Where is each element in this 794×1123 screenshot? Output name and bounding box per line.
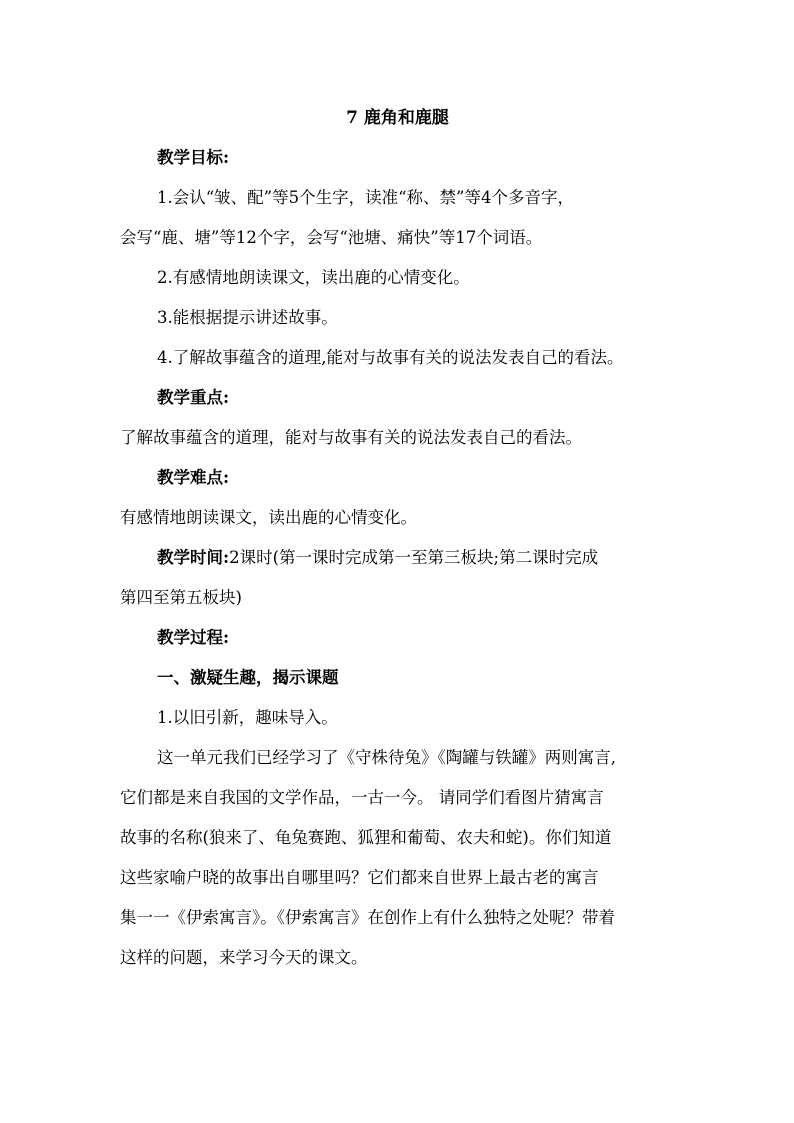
paragraph-line: 这一单元我们已经学习了《守株待兔》《陶罐与铁罐》两则寓言, bbox=[157, 748, 616, 767]
teaching-time-label: 教学时间: bbox=[157, 548, 230, 567]
goals-heading: 教学目标: bbox=[157, 148, 230, 167]
intro-paragraph bbox=[120, 738, 675, 978]
teaching-time-line-2: 第四至第五板块) bbox=[120, 588, 242, 607]
key-points-heading: 教学重点: bbox=[157, 388, 230, 407]
paragraph-line: 集一一《伊索寓言》。《伊索寓言》在创作上有什么独特之处呢？带着 bbox=[120, 908, 615, 927]
process-heading: 教学过程: bbox=[157, 628, 230, 647]
step-1: 1.以旧引新，趣味导入。 bbox=[157, 708, 338, 727]
difficulty-heading: 教学难点: bbox=[157, 468, 230, 487]
paragraph-line: 这样的问题，来学习今天的课文。 bbox=[120, 948, 368, 967]
goal-2: 2.有感情地朗读课文，读出鹿的心情变化。 bbox=[157, 268, 470, 287]
goal-4: 4.了解故事蕴含的道理,能对与故事有关的说法发表自己的看法。 bbox=[157, 348, 624, 367]
difficulty-text: 有感情地朗读课文，读出鹿的心情变化。 bbox=[120, 508, 417, 527]
teaching-time-value: 2课时(第一课时完成第一至第三板块;第二课时完成 bbox=[229, 548, 599, 567]
paragraph-line: 故事的名称(狼来了、龟兔赛跑、狐狸和葡萄、农夫和蛇)。你们知道 bbox=[120, 828, 612, 847]
lesson-title: 7 鹿角和鹿腿 bbox=[346, 108, 449, 128]
goal-3: 3.能根据提示讲述故事。 bbox=[157, 308, 338, 327]
section-1-heading: 一、激疑生趣，揭示课题 bbox=[157, 668, 339, 687]
paragraph-line: 它们都是来自我国的文学作品，一古一今。 请同学们看图片猜寓言 bbox=[120, 788, 604, 807]
teaching-time-line-1 bbox=[120, 538, 675, 578]
document-page bbox=[120, 98, 675, 978]
goal-1-line-2: 会写“鹿、塘”等12个字，会写“池塘、痛快”等17个词语。 bbox=[120, 228, 543, 247]
paragraph-line: 这些家喻户晓的故事出自哪里吗？它们都来自世界上最古老的寓言 bbox=[120, 868, 599, 887]
key-points-text: 了解故事蕴含的道理，能对与故事有关的说法发表自己的看法。 bbox=[120, 428, 582, 447]
goal-1-line-1: 1.会认“皱、配”等5个生字，读准“称、禁”等4个多音字， bbox=[157, 188, 574, 207]
